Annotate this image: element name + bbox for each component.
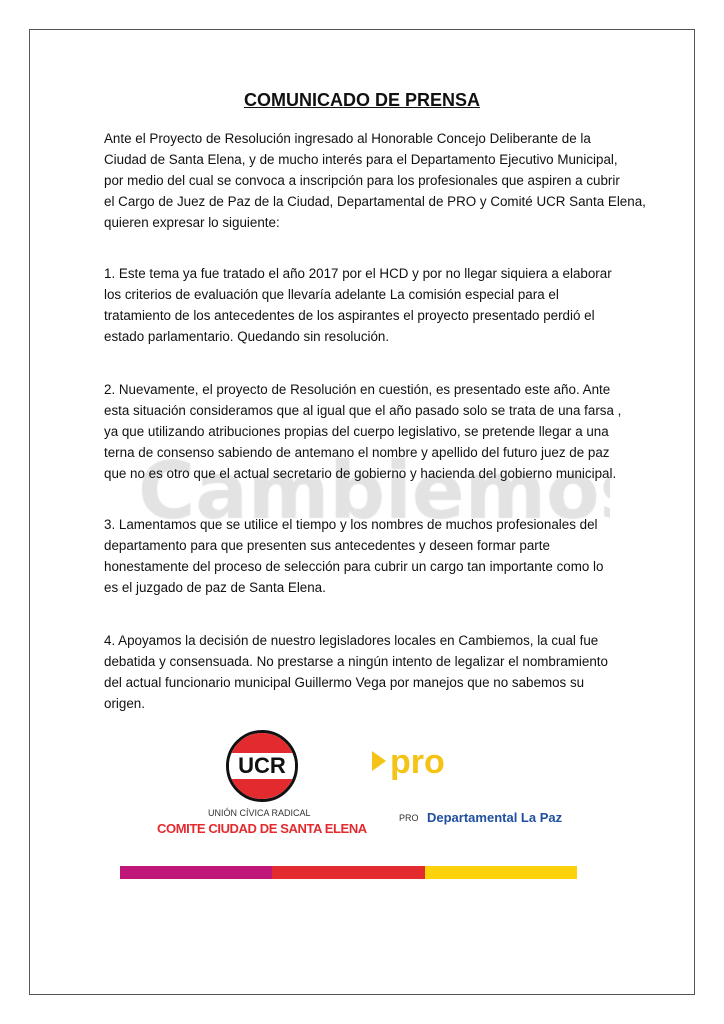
- text-line: los criterios de evaluación que llevaría adelante La comisión especial para el: [104, 287, 559, 302]
- text-line: estado parlamentario. Quedando sin resolución.: [104, 329, 390, 344]
- pro-logo-text: pro: [390, 743, 445, 781]
- text-line: departamento para que presenten sus antecedentes y deseen formar parte: [104, 538, 550, 553]
- ucr-logo-text: UCR: [229, 753, 295, 779]
- paragraph: [104, 379, 621, 484]
- pro-departmental: Departamental La Paz: [427, 810, 563, 825]
- paragraph: [104, 630, 608, 714]
- color-bar-magenta: [120, 866, 272, 879]
- paragraph: [104, 128, 646, 233]
- color-bar-red: [272, 866, 425, 879]
- text-line: terna de consenso sabiendo de antemano el nombre y apellido del futuro juez de paz: [104, 445, 610, 460]
- page-title: COMUNICADO DE PRENSA: [243, 90, 480, 110]
- ucr-logo: [226, 730, 298, 802]
- text-line: el Cargo de Juez de Paz de la Ciudad, Departamental de PRO y Comité UCR Santa Elena,: [104, 194, 646, 209]
- ucr-subtitle: UNIÓN CÍVICA RADICAL: [208, 808, 311, 818]
- ucr-committee-name: COMITE CIUDAD DE SANTA ELENA: [157, 821, 367, 836]
- text-line: es el juzgado de paz de Santa Elena.: [104, 580, 326, 595]
- color-bar-yellow: [425, 866, 577, 879]
- text-line: que no es otro que el actual secretario de gobierno y hacienda del gobierno municipal.: [104, 466, 617, 481]
- paragraph: [104, 263, 612, 347]
- paragraph: [104, 514, 603, 598]
- text-line: quieren expresar lo siguiente:: [104, 215, 280, 230]
- pro-label: PRO: [399, 813, 419, 823]
- play-triangle-icon: [372, 751, 386, 771]
- text-line: del actual funcionario municipal Guillermo Vega por manejos que no sabemos su: [104, 675, 585, 690]
- text-line: debatida y consensuada. No prestarse a ningún intento de legalizar el nombramiento: [104, 654, 608, 669]
- text-line: 2. Nuevamente, el proyecto de Resolución en cuestión, es presentado este año. Ante: [104, 382, 611, 397]
- text-line: 1. Este tema ya fue tratado el año 2017 por el HCD y por no llegar siquiera a elaborar: [104, 266, 612, 281]
- pro-logo: [372, 742, 445, 782]
- text-line: Ante el Proyecto de Resolución ingresado al Honorable Concejo Deliberante de la: [104, 131, 591, 146]
- text-line: origen.: [104, 696, 145, 711]
- text-line: esta situación consideramos que al igual que el año pasado solo se trata de una farsa ,: [104, 403, 622, 418]
- text-line: tratamiento de los antecedentes de los aspirantes el proyecto presentado perdió el: [104, 308, 595, 323]
- text-line: Ciudad de Santa Elena, y de mucho interés para el Departamento Ejecutivo Municipal,: [104, 152, 618, 167]
- text-line: 4. Apoyamos la decisión de nuestro legisladores locales en Cambiemos, la cual fue: [104, 633, 599, 648]
- text-line: 3. Lamentamos que se utilice el tiempo y los nombres de muchos profesionales del: [104, 517, 598, 532]
- text-line: ya que utilizando atribuciones propias del cuerpo legislativo, se pretende llegar a una: [104, 424, 609, 439]
- text-line: honestamente del proceso de selección para cubrir un cargo tan importante como lo: [104, 559, 604, 574]
- text-line: por medio del cual se convoca a inscripción para los profesionales que aspiren a cubrir: [104, 173, 620, 188]
